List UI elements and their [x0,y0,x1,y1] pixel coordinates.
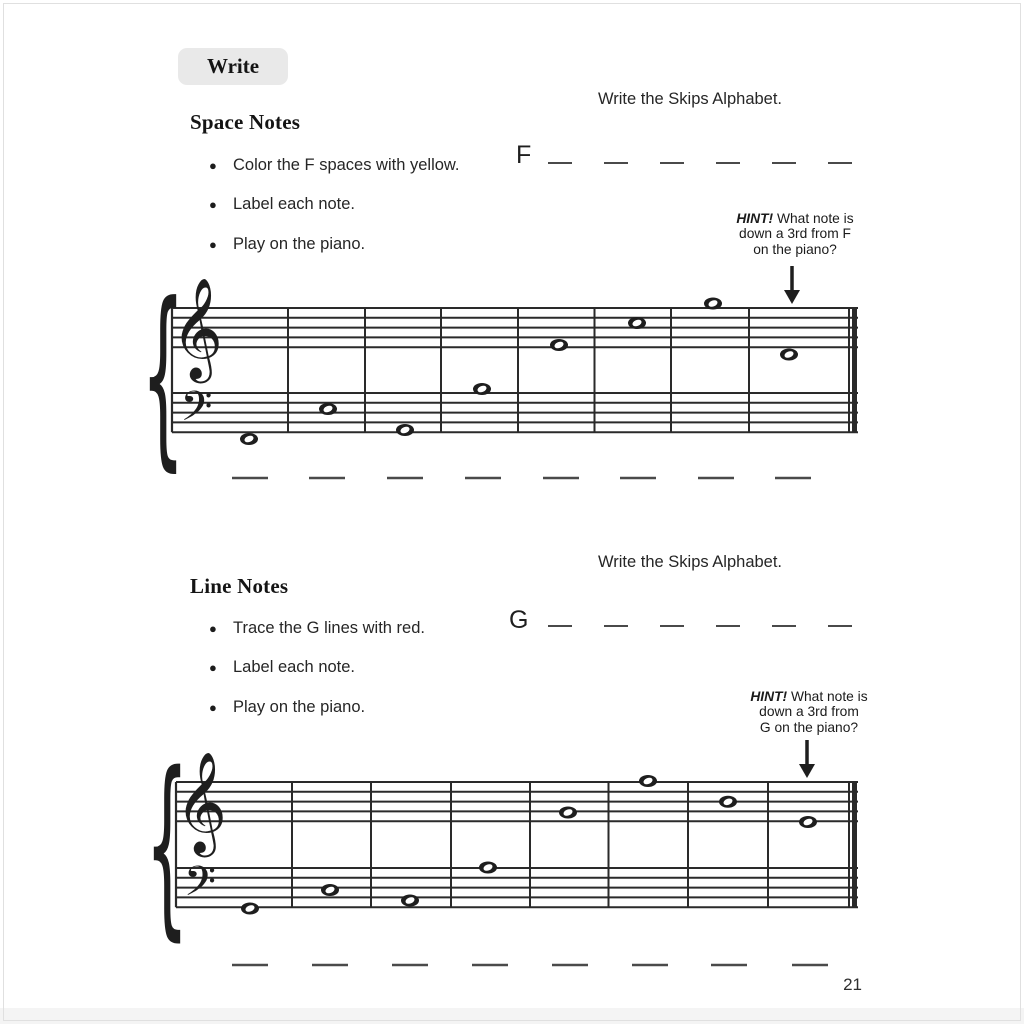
hint-text: G on the piano? [759,719,859,735]
hint-label: HINT! [750,689,788,704]
skips-prompt-2: Write the Skips Alphabet. [597,553,783,571]
grand-staff-2 [145,732,858,965]
whole-note [628,317,646,329]
whole-note [241,903,259,915]
bullet-icon: ● [209,660,217,675]
whole-note [401,895,419,907]
instruction-text: Label each note. [233,195,356,213]
hint-text: on the piano? [753,241,837,257]
whole-note [799,816,817,828]
hint-text: down a 3rd from F [739,226,851,242]
whole-note [319,403,337,415]
staff-brace: { [141,262,185,489]
hint-arrow [799,740,815,778]
hint-arrow [784,266,800,304]
skips-start-letter-2: G [509,606,529,634]
section-heading-space-notes: Space Notes [190,110,301,134]
treble-clef-icon: 𝄞 [170,276,224,379]
hint-text: down a 3rd from [759,704,859,720]
instruction-text: Play on the piano. [233,697,366,716]
whole-note [321,884,339,896]
whole-note [240,433,258,445]
write-badge-label: Write [206,54,260,78]
whole-note [780,349,798,361]
staff-brace: { [145,731,189,959]
instruction-text: Trace the G lines with red. [233,618,425,637]
hint-text: What note is [773,211,854,226]
instruction-text: Color the F spaces with yellow. [233,155,460,174]
whole-note [473,383,491,395]
treble-clef-icon: 𝄞 [174,750,228,853]
whole-note [719,796,737,808]
bullet-icon: ● [209,699,217,715]
grand-staff-1 [141,262,858,489]
section-heading-line-notes: Line Notes [190,574,289,598]
bass-clef-icon: 𝄢 [180,382,213,441]
bullet-icon: ● [209,197,217,212]
bullet-icon: ● [209,236,217,252]
instruction-text: Play on the piano. [233,234,366,253]
whole-note [396,424,414,436]
whole-note [479,862,497,874]
whole-note [559,807,577,819]
whole-note [704,298,722,310]
page-number: 21 [843,975,862,994]
bullet-icon: ● [209,157,217,173]
hint-label: HINT! [736,211,774,226]
whole-note [550,339,568,351]
bass-clef-icon: 𝄢 [183,857,217,916]
instruction-text: Label each note. [233,658,356,676]
bullet-icon: ● [209,620,217,636]
whole-note [639,775,657,787]
skips-prompt-1: Write the Skips Alphabet. [597,90,783,108]
skips-start-letter-1: F [516,141,532,169]
hint-text: What note is [787,689,868,704]
